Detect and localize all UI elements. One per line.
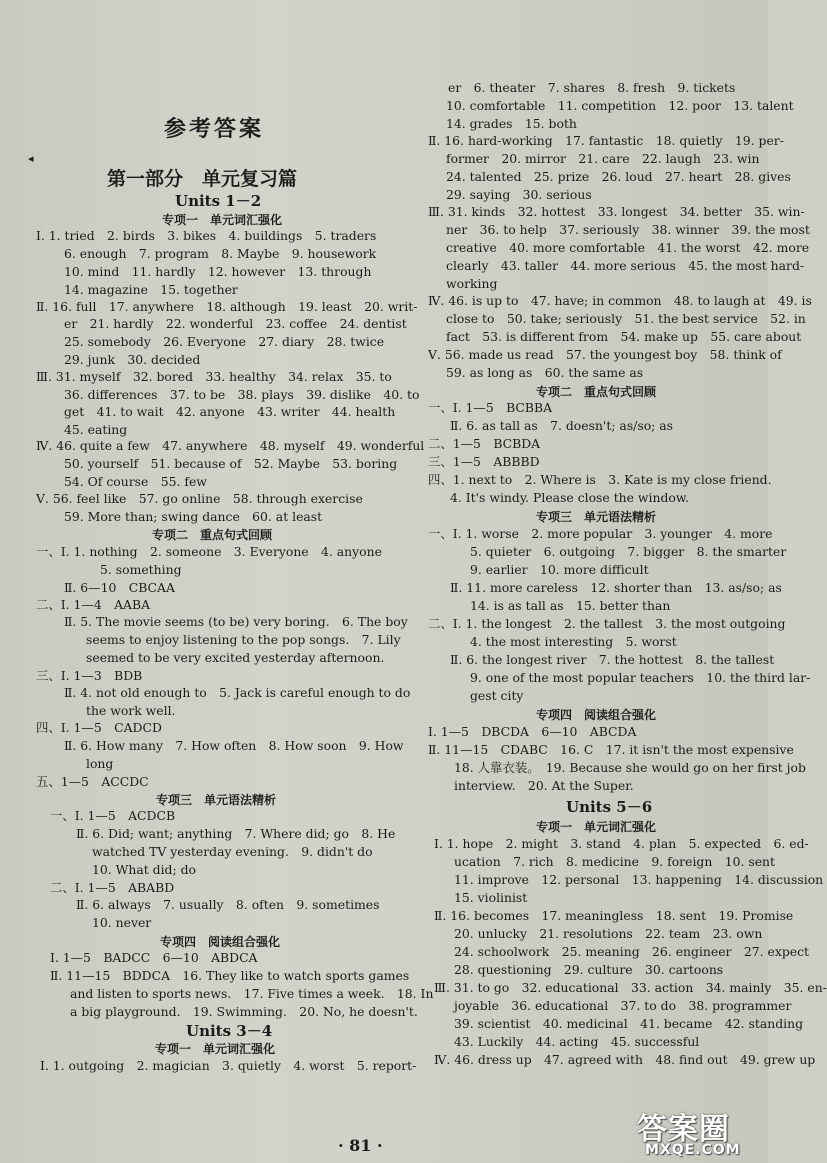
answer-line: Ⅰ. 1—5 BADCC 6—10 ABDCA xyxy=(50,950,258,965)
answer-line: close to 50. take; seriously 51. the best service 52. in xyxy=(446,311,806,326)
answer-line: ner 36. to help 37. seriously 38. winner 39. the most xyxy=(446,222,810,237)
answer-line: 14. grades 15. both xyxy=(446,116,577,131)
answer-line: Ⅴ. 56. feel like 57. go online 58. through exercise xyxy=(36,491,363,506)
answer-line: 10. mind 11. hardly 12. however 13. through xyxy=(64,264,372,279)
answer-line: 39. scientist 40. medicinal 41. became 42. standing xyxy=(454,1016,803,1031)
answer-line: 59. More than; swing dance 60. at least xyxy=(64,509,323,524)
answer-line: Ⅱ. 5. The movie seems (to be) very boring. 6. The boy xyxy=(64,614,408,629)
answer-line: 59. as long as 60. the same as xyxy=(446,365,644,380)
answer-line: long xyxy=(86,756,114,771)
answer-line: 29. saying 30. serious xyxy=(446,187,592,202)
answer-line: 20. unlucky 21. resolutions 22. team 23. own xyxy=(454,926,763,941)
answer-line: 一、Ⅰ. 1. worse 2. more popular 3. younger 4. more xyxy=(428,526,773,541)
answer-line: 10. comfortable 11. competition 12. poor 13. talent xyxy=(446,98,794,113)
answer-line: 一、Ⅰ. 1—5 BCBBA xyxy=(428,400,553,415)
answer-line: creative 40. more comfortable 41. the worst 42. more xyxy=(446,240,810,255)
answer-line: Ⅰ. 1. outgoing 2. magician 3. quietly 4. worst 5. report- xyxy=(40,1058,417,1073)
answer-line: Ⅰ. 1. hope 2. might 3. stand 4. plan 5. expected 6. ed- xyxy=(434,836,809,851)
answer-line: 11. improve 12. personal 13. happening 14. discussion xyxy=(454,872,824,887)
answer-line: 二、1—5 BCBDA xyxy=(428,436,541,451)
answer-line: 一、Ⅰ. 1. nothing 2. someone 3. Everyone 4. anyone xyxy=(36,544,382,559)
answer-line: Ⅱ. 6. as tall as 7. doesn't; as/so; as xyxy=(450,418,674,433)
answer-line: Ⅳ. 46. dress up 47. agreed with 48. find out 49. grew up xyxy=(434,1052,816,1067)
page-number: · 81 · xyxy=(338,1136,383,1155)
answer-line: er 6. theater 7. shares 8. fresh 9. tickets xyxy=(448,80,736,95)
answer-line: get 41. to wait 42. anyone 43. writer 44. health xyxy=(64,404,396,419)
answer-line: 45. eating xyxy=(64,422,128,437)
answer-line: 43. Luckily 44. acting 45. successful xyxy=(454,1034,700,1049)
answer-line: seemed to be very excited yesterday afternoon. xyxy=(86,650,385,665)
answer-line: 29. junk 30. decided xyxy=(64,352,201,367)
answer-line: Ⅱ. 6. How many 7. How often 8. How soon 9. How xyxy=(64,738,404,753)
answer-line: Ⅲ. 31. to go 32. educational 33. action 34. mainly 35. en- xyxy=(434,980,827,995)
answer-line: 5. quieter 6. outgoing 7. bigger 8. the smarter xyxy=(470,544,787,559)
answer-line: Ⅱ. 16. full 17. anywhere 18. although 19. least 20. writ- xyxy=(36,299,418,314)
answer-line: 一、Ⅰ. 1—5 ACDCB xyxy=(50,808,176,823)
answer-line: 9. earlier 10. more difficult xyxy=(470,562,649,577)
answer-line: Ⅱ. 6. always 7. usually 8. often 9. sometimes xyxy=(76,897,380,912)
section-heading: 专项一 单元词汇强化 xyxy=(536,820,657,834)
answer-line: Ⅱ. 11—15 BDDCA 16. They like to watch sports games xyxy=(50,968,410,983)
answer-line: 25. somebody 26. Everyone 27. diary 28. twice xyxy=(64,334,385,349)
answer-line: Ⅱ. 4. not old enough to 5. Jack is careful enough to do xyxy=(64,685,411,700)
answer-line: 4. the most interesting 5. worst xyxy=(470,634,677,649)
answer-line: Ⅱ. 11. more careless 12. shorter than 13. as/so; as xyxy=(450,580,782,595)
answer-line: Ⅳ. 46. is up to 47. have; in common 48. to laugh at 49. is xyxy=(428,293,812,308)
answer-line: gest city xyxy=(470,688,524,703)
unit-heading-5-6: Units 5－6 xyxy=(566,798,653,816)
answer-line: former 20. mirror 21. care 22. laugh 23. win xyxy=(446,151,760,166)
answer-line: 五、1—5 ACCDC xyxy=(36,774,149,789)
answer-line: 15. violinist xyxy=(454,890,528,905)
answer-line: Ⅱ. 16. hard-working 17. fantastic 18. quietly 19. per- xyxy=(428,133,784,148)
answer-line: 24. talented 25. prize 26. loud 27. heart 28. gives xyxy=(446,169,791,184)
answer-line: Ⅴ. 56. made us read 57. the youngest boy 58. think of xyxy=(428,347,782,362)
answer-line: Ⅰ. 1. tried 2. birds 3. bikes 4. buildings 5. traders xyxy=(36,228,377,243)
answer-line: 6. enough 7. program 8. Maybe 9. housework xyxy=(64,246,377,261)
answer-line: 三、1—5 ABBBD xyxy=(428,454,540,469)
answer-line: 9. one of the most popular teachers 10. the third lar- xyxy=(470,670,811,685)
answer-line: 4. It's windy. Please close the window. xyxy=(450,490,689,505)
answer-line: 14. magazine 15. together xyxy=(64,282,238,297)
answer-line: seems to enjoy listening to the pop songs. 7. Lily xyxy=(86,632,401,647)
section-heading: 专项一 单元词汇强化 xyxy=(162,213,283,227)
answer-line: Ⅱ. 11—15 CDABC 16. C 17. it isn't the most expensive xyxy=(428,742,794,757)
answer-line: 二、Ⅰ. 1—4 AABA xyxy=(36,597,151,612)
answer-line: 二、Ⅰ. 1—5 ABABD xyxy=(50,880,175,895)
answer-line: Ⅲ. 31. kinds 32. hottest 33. longest 34. better 35. win- xyxy=(428,204,805,219)
answer-line: Ⅲ. 31. myself 32. bored 33. healthy 34. relax 35. to xyxy=(36,369,392,384)
section-heading: 专项四 阅读组合强化 xyxy=(160,935,281,949)
margin-mark: ◂ xyxy=(28,152,34,165)
section-heading: 专项二 重点句式回顾 xyxy=(536,385,657,399)
answer-line: clearly 43. taller 44. more serious 45. the most hard- xyxy=(446,258,805,273)
answer-line: fact 53. is different from 54. make up 55. care about xyxy=(446,329,802,344)
answer-line: 50. yourself 51. because of 52. Maybe 53. boring xyxy=(64,456,398,471)
section-heading: 专项二 重点句式回顾 xyxy=(152,528,273,542)
answer-line: Ⅳ. 46. quite a few 47. anywhere 48. myself 49. wonderful xyxy=(36,438,425,453)
answer-line: working xyxy=(446,276,498,291)
answer-line: Ⅱ. 6. Did; want; anything 7. Where did; go 8. He xyxy=(76,826,396,841)
answer-line: 24. schoolwork 25. meaning 26. engineer 27. expect xyxy=(454,944,810,959)
part-title: 第一部分 单元复习篇 xyxy=(107,168,298,190)
answer-line: the work well. xyxy=(86,703,176,718)
main-title: 参考答案 xyxy=(164,117,265,142)
section-heading: 专项四 阅读组合强化 xyxy=(536,708,657,722)
answer-line: Ⅱ. 6—10 CBCAA xyxy=(64,580,175,595)
answer-line: 28. questioning 29. culture 30. cartoons xyxy=(454,962,724,977)
watermark-logo xyxy=(633,1108,765,1160)
answer-line: Ⅰ. 1—5 DBCDA 6—10 ABCDA xyxy=(428,724,637,739)
unit-heading-3-4: Units 3－4 xyxy=(186,1022,273,1040)
answer-line: er 21. hardly 22. wonderful 23. coffee 24. dentist xyxy=(64,316,407,331)
answer-line: Ⅱ. 16. becomes 17. meaningless 18. sent 19. Promise xyxy=(434,908,794,923)
unit-heading-1-2: Units 1－2 xyxy=(175,192,262,210)
answer-line: a big playground. 19. Swimming. 20. No, he doesn't. xyxy=(70,1004,418,1019)
answer-line: 18. 人靠衣装。 19. Because she would go on her first job xyxy=(454,760,806,775)
section-heading: 专项三 单元语法精析 xyxy=(536,510,657,524)
answer-line: 14. is as tall as 15. better than xyxy=(470,598,671,613)
watermark-logo-text: 答案圈 xyxy=(637,1112,730,1147)
answer-line: ucation 7. rich 8. medicine 9. foreign 10. sent xyxy=(454,854,776,869)
answer-line: watched TV yesterday evening. 9. didn't do xyxy=(92,844,373,859)
watermark-url: MXQE.COM xyxy=(645,1142,741,1158)
answer-line: 5. something xyxy=(100,562,182,577)
section-heading: 专项一 单元词汇强化 xyxy=(155,1042,276,1056)
answer-line: joyable 36. educational 37. to do 38. programmer xyxy=(454,998,792,1013)
section-heading: 专项三 单元语法精析 xyxy=(156,793,277,807)
answer-line: 三、Ⅰ. 1—3 BDB xyxy=(36,668,143,683)
answer-line: 10. What did; do xyxy=(92,862,196,877)
answer-line: and listen to sports news. 17. Five times a week. 18. In xyxy=(70,986,434,1001)
answer-line: 36. differences 37. to be 38. plays 39. dislike 40. to xyxy=(64,387,420,402)
answer-line: 二、Ⅰ. 1. the longest 2. the tallest 3. the most outgoing xyxy=(428,616,786,631)
answer-line: interview. 20. At the Super. xyxy=(454,778,634,793)
answer-line: 54. Of course 55. few xyxy=(64,474,207,489)
answer-line: 四、Ⅰ. 1—5 CADCD xyxy=(36,720,162,735)
answer-line: 四、1. next to 2. Where is 3. Kate is my close friend. xyxy=(428,472,772,487)
answer-line: Ⅱ. 6. the longest river 7. the hottest 8. the tallest xyxy=(450,652,775,667)
answer-line: 10. never xyxy=(92,915,152,930)
